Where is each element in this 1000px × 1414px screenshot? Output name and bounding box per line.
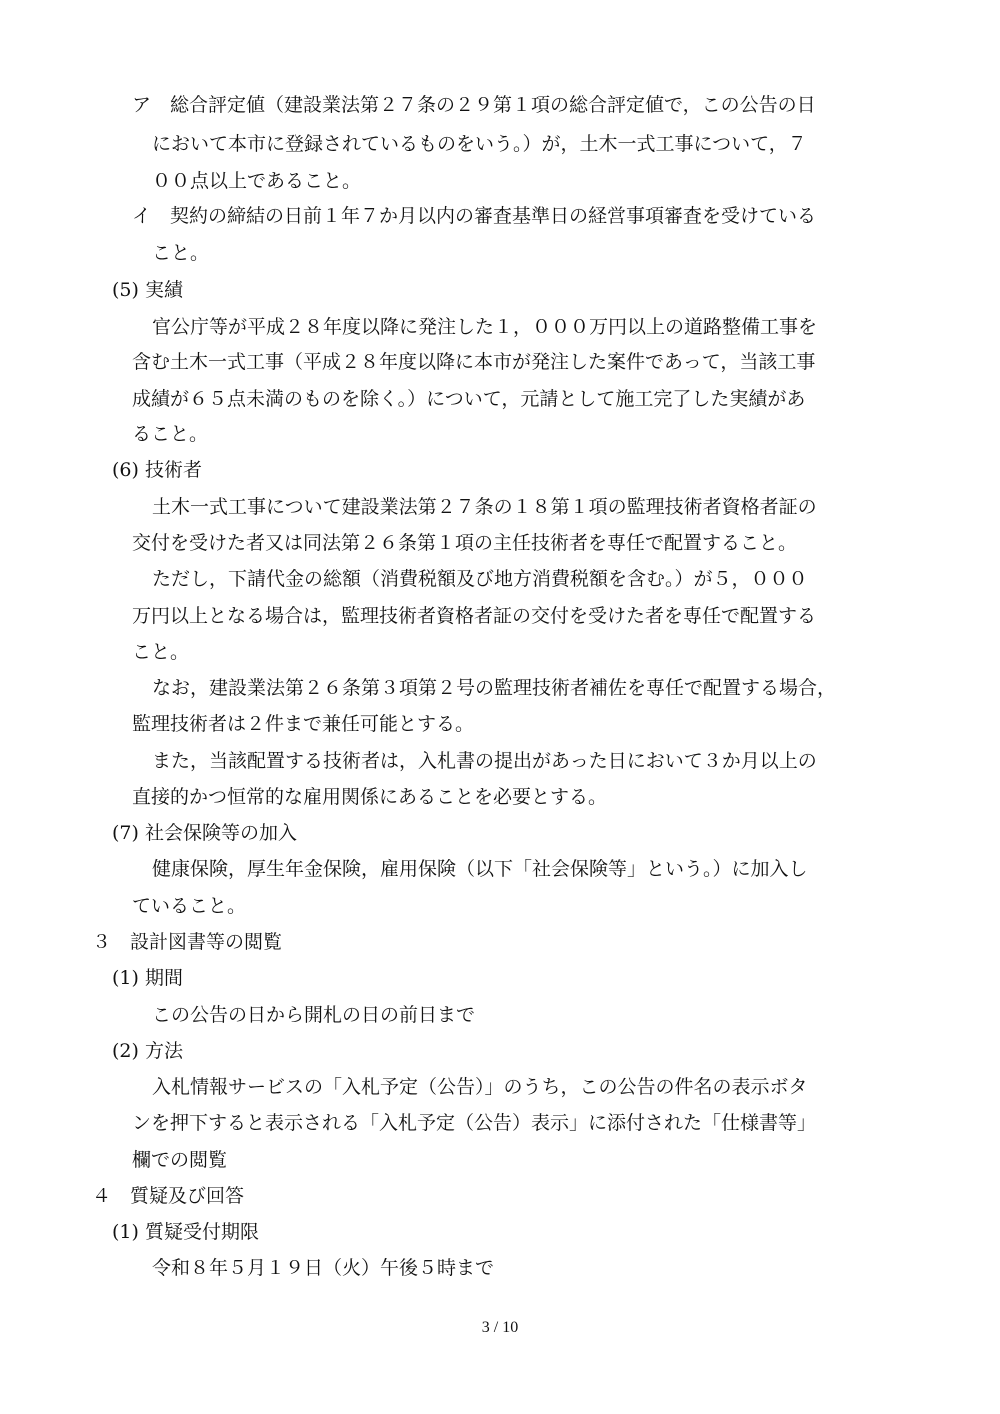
section-6-line-9: 直接的かつ恒常的な雇用関係にあることを必要とする。 xyxy=(132,786,608,808)
item-a-line-3: ００点以上であること。 xyxy=(152,170,362,192)
section-6-line-1: 土木一式工事について建設業法第２７条の１８第１項の監理技術者資格者証の xyxy=(152,496,817,518)
section-6-line-4: 万円以上となる場合は，監理技術者資格者証の交付を受けた者を専任で配置する xyxy=(132,605,817,627)
section-6-line-7: 監理技術者は２件まで兼任可能とする。 xyxy=(132,713,475,735)
chapter-4-heading: ４ 質疑及び回答 xyxy=(92,1185,245,1207)
item-a-line-1: ア 総合評定値（建設業法第２７条の２９第１項の総合評定値で，この公告の日 xyxy=(132,94,816,116)
item-i-line-1: イ 契約の締結の日前１年７か月以内の審査基準日の経営事項審査を受けている xyxy=(132,205,817,227)
section-6-line-8: また，当該配置する技術者は，入札書の提出があった日において３か月以上の xyxy=(152,750,817,772)
chapter-3-1-body: この公告の日から開札の日の前日まで xyxy=(152,1004,476,1026)
chapter-3-2-line-3: 欄での閲覧 xyxy=(132,1149,228,1171)
section-5-line-2: 含む土木一式工事（平成２８年度以降に本市が発注した案件であって，当該工事 xyxy=(132,351,816,373)
section-6-line-3: ただし，下請代金の総額（消費税額及び地方消費税額を含む。）が５，０００ xyxy=(152,568,808,590)
section-7-line-1: 健康保険，厚生年金保険，雇用保険（以下「社会保険等」という。）に加入し xyxy=(152,858,808,880)
section-6-line-6: なお，建設業法第２６条第３項第２号の監理技術者補佐を専任で配置する場合， xyxy=(152,677,837,699)
section-6-line-5: こと。 xyxy=(132,641,190,663)
section-5-line-3: 成績が６５点未満のものを除く。）について，元請として施工完了した実績があ xyxy=(132,388,806,410)
chapter-3-2-heading: (2) 方法 xyxy=(112,1040,183,1062)
chapter-4-1-body: 令和８年５月１９日（火）午後５時まで xyxy=(152,1257,495,1279)
chapter-4-1-heading: (1) 質疑受付期限 xyxy=(112,1221,259,1243)
section-5-heading: (5) 実績 xyxy=(112,279,183,301)
chapter-3-2-line-2: ンを押下すると表示される「入札予定（公告）表示」に添付された「仕様書等」 xyxy=(132,1112,817,1134)
section-6-heading: (6) 技術者 xyxy=(112,459,202,481)
chapter-3-1-heading: (1) 期間 xyxy=(112,967,183,989)
section-5-line-1: 官公庁等が平成２８年度以降に発注した１，０００万円以上の道路整備工事を xyxy=(152,316,818,338)
page-number: 3 / 10 xyxy=(481,1319,519,1336)
section-6-line-2: 交付を受けた者又は同法第２６条第１項の主任技術者を専任で配置すること。 xyxy=(132,532,798,554)
chapter-3-heading: ３ 設計図書等の閲覧 xyxy=(92,931,283,953)
section-7-line-2: ていること。 xyxy=(132,895,247,917)
section-7-heading: (7) 社会保険等の加入 xyxy=(112,822,297,844)
item-i-line-2: こと。 xyxy=(152,242,210,264)
section-5-line-4: ること。 xyxy=(132,423,209,445)
chapter-3-2-line-1: 入札情報サービスの「入札予定（公告）」のうち，この公告の件名の表示ボタ xyxy=(152,1076,808,1098)
item-a-line-2: において本市に登録されているものをいう。）が，土木一式工事について，７ xyxy=(152,133,807,155)
